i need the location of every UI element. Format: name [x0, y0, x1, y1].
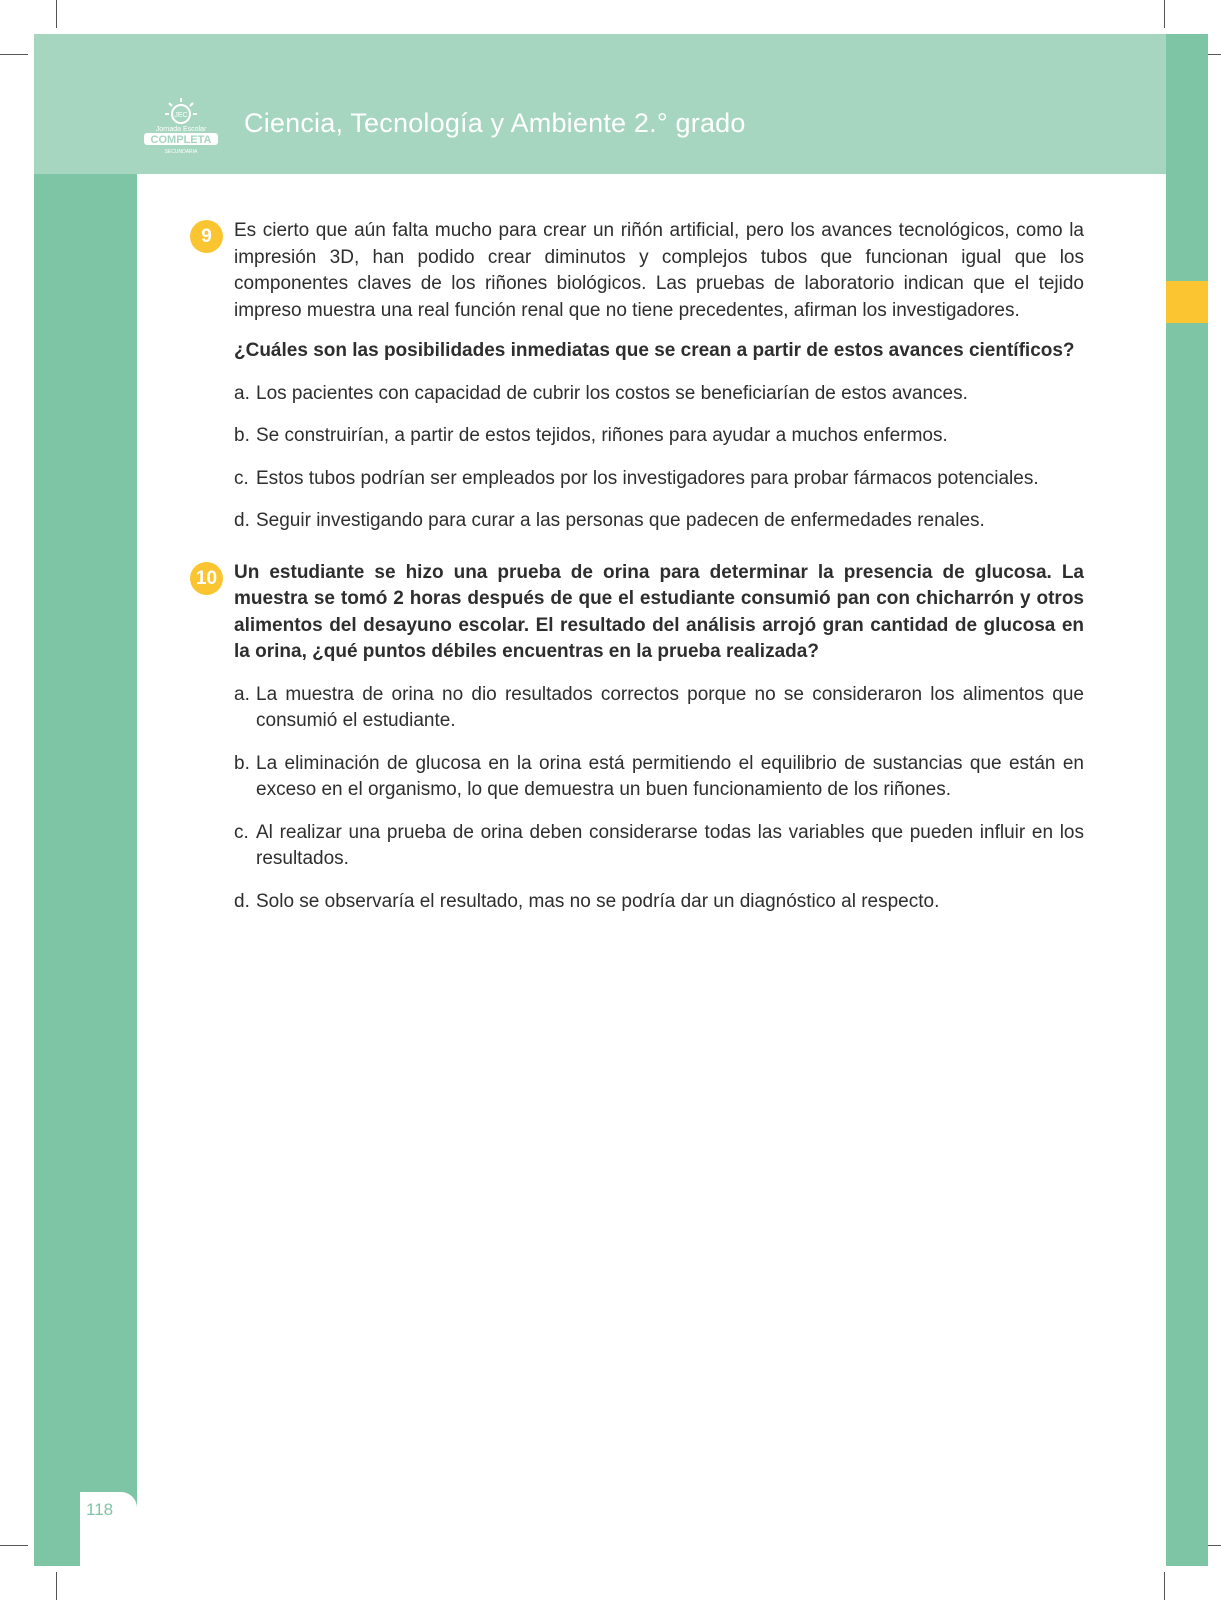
option-text: Al realizar una prueba de orina deben considerarse todas las variables que pueden influir en los resultados. — [256, 821, 1084, 869]
answer-option — [234, 820, 1084, 873]
header-right-band — [1166, 34, 1208, 174]
question-number-badge: 9 — [190, 220, 223, 253]
option-text: Seguir investigando para curar a las personas que padecen de enfermedades renales. — [256, 510, 985, 531]
question-prompt: ¿Cuáles son las posibilidades inmediatas que se crean a partir de estos avances científicos? — [234, 340, 1075, 361]
answer-option — [234, 381, 1084, 408]
answer-option — [234, 466, 1084, 493]
option-letter: c. — [234, 467, 249, 489]
option-letter: d. — [234, 890, 250, 912]
option-letter: b. — [234, 752, 250, 774]
answer-option — [234, 751, 1084, 804]
crop-mark — [0, 1545, 28, 1546]
option-letter: a. — [234, 683, 250, 705]
option-text: Los pacientes con capacidad de cubrir los costos se beneficiarían de estos avances. — [256, 382, 968, 404]
crop-mark — [56, 0, 57, 28]
answer-option — [234, 508, 1084, 535]
option-letter: c. — [234, 821, 249, 843]
answer-option — [234, 889, 1084, 916]
option-letter: a. — [234, 382, 250, 404]
question-10 — [195, 560, 1084, 916]
logo-badge: JEC — [174, 112, 188, 119]
option-letter: d. — [234, 510, 250, 531]
option-text: Se construirían, a partir de estos tejidos, riñones para ayudar a muchos enfermos. — [256, 425, 948, 446]
crop-mark — [1164, 1572, 1165, 1600]
logo-line1: Jornada Escolar — [155, 126, 207, 133]
logo-line3: SECUNDARIA — [164, 149, 198, 155]
page-title: Ciencia, Tecnología y Ambiente 2.° grado — [244, 108, 746, 138]
question-number-badge: 10 — [190, 562, 223, 595]
option-text: Solo se observaría el resultado, mas no se podría dar un diagnóstico al respecto. — [256, 890, 940, 912]
question-prompt: Un estudiante se hizo una prueba de orina para determinar la presencia de glucosa. La muestra se tomó 2 horas después de que el estudiante consumió pan con chicharrón y otros alimentos del desayuno escolar. El resultado del análisis arrojó gran cantidad de glucosa en la orina, ¿qué puntos débiles encuentras en la prueba realizada? — [234, 561, 1084, 662]
option-letter: b. — [234, 425, 250, 446]
crop-mark — [0, 54, 28, 55]
question-list — [195, 218, 1084, 915]
section-tab-marker — [1166, 281, 1208, 323]
right-margin-band — [1166, 174, 1208, 1566]
left-margin-band — [34, 174, 137, 1566]
logo-line2: COMPLETA — [150, 134, 212, 146]
page-number: 118 — [86, 1500, 114, 1519]
crop-mark — [56, 1572, 57, 1600]
answer-option — [234, 423, 1084, 450]
option-text: Estos tubos podrían ser empleados por los investigadores para probar fármacos potenciales. — [256, 467, 1039, 489]
answer-option — [234, 682, 1084, 735]
question-9 — [201, 218, 1084, 535]
option-text: La eliminación de glucosa en la orina está permitiendo el equilibrio de sustancias que están en exceso en el organismo, lo que demuestra un buen funcionamiento de los riñones. — [256, 752, 1084, 800]
sun-logo-icon — [142, 94, 220, 158]
crop-mark — [1164, 0, 1165, 28]
option-text: La muestra de orina no dio resultados correctos porque no se consideraron los alimentos que consumió el estudiante. — [256, 683, 1084, 731]
question-text: Es cierto que aún falta mucho para crear un riñón artificial, pero los avances tecnológicos, como la impresión 3D, han podido crear diminutos y complejos tubos que funcionan igual que los componentes claves de los riñones biológicos. Las pruebas de laboratorio indican que el tejido impreso muestra una real función renal que no tiene precedentes, afirman los investigadores. — [234, 220, 1084, 321]
